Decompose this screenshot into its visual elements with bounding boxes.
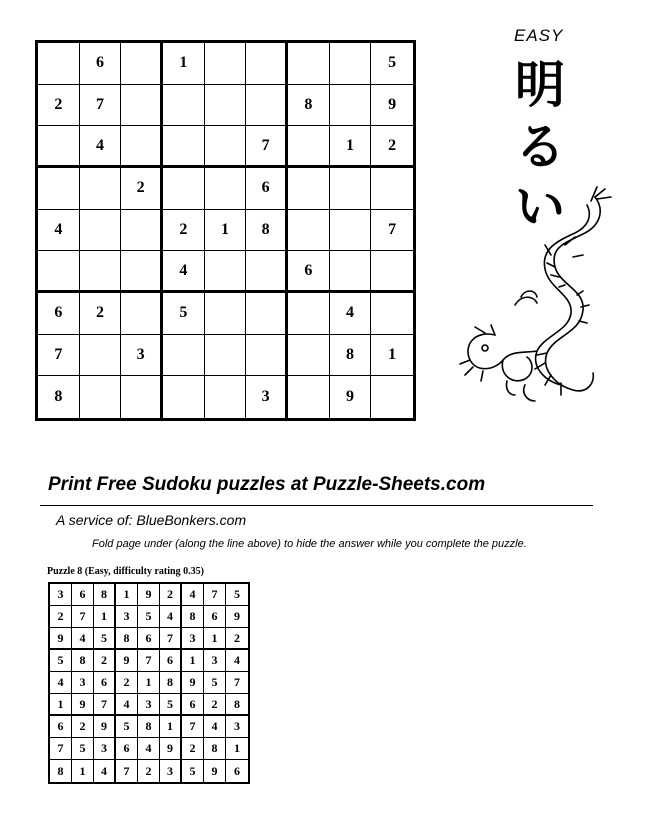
grid-cell: 8 xyxy=(330,335,372,377)
grid-cell: 6 xyxy=(138,628,160,650)
grid-cell: 2 xyxy=(121,168,163,210)
grid-cell: 4 xyxy=(50,672,72,694)
grid-cell: 1 xyxy=(116,584,138,606)
grid-cell: 1 xyxy=(205,210,247,252)
grid-cell: 7 xyxy=(371,210,413,252)
grid-cell: 3 xyxy=(94,738,116,760)
grid-cell: 7 xyxy=(204,584,226,606)
grid-cell: 2 xyxy=(163,210,205,252)
grid-cell xyxy=(121,43,163,85)
grid-cell: 4 xyxy=(94,760,116,782)
grid-cell: 7 xyxy=(182,716,204,738)
grid-cell xyxy=(80,168,122,210)
grid-cell: 9 xyxy=(138,584,160,606)
grid-cell: 4 xyxy=(163,251,205,293)
grid-cell: 1 xyxy=(138,672,160,694)
grid-cell xyxy=(38,251,80,293)
grid-cell: 1 xyxy=(163,43,205,85)
grid-cell xyxy=(288,168,330,210)
grid-cell xyxy=(246,335,288,377)
grid-cell: 1 xyxy=(330,126,372,168)
grid-cell: 3 xyxy=(226,716,248,738)
grid-cell xyxy=(38,126,80,168)
grid-cell xyxy=(330,43,372,85)
grid-cell: 8 xyxy=(246,210,288,252)
grid-cell xyxy=(288,126,330,168)
grid-cell: 9 xyxy=(116,650,138,672)
grid-cell xyxy=(288,293,330,335)
grid-cell: 2 xyxy=(204,694,226,716)
grid-cell xyxy=(371,376,413,418)
grid-cell: 1 xyxy=(94,606,116,628)
grid-cell xyxy=(121,376,163,418)
site-banner: Print Free Sudoku puzzles at Puzzle-Sheets.com xyxy=(48,474,486,495)
grid-cell: 4 xyxy=(204,716,226,738)
grid-cell xyxy=(80,376,122,418)
grid-cell xyxy=(80,210,122,252)
grid-cell: 4 xyxy=(330,293,372,335)
grid-cell: 3 xyxy=(246,376,288,418)
grid-cell xyxy=(371,168,413,210)
grid-cell xyxy=(121,293,163,335)
grid-cell xyxy=(205,126,247,168)
grid-cell: 5 xyxy=(204,672,226,694)
grid-cell xyxy=(205,293,247,335)
grid-cell xyxy=(371,293,413,335)
grid-cell: 8 xyxy=(160,672,182,694)
grid-cell: 1 xyxy=(72,760,94,782)
grid-cell xyxy=(80,251,122,293)
grid-cell: 2 xyxy=(38,85,80,127)
grid-cell: 1 xyxy=(371,335,413,377)
grid-cell xyxy=(246,293,288,335)
grid-cell xyxy=(205,43,247,85)
grid-cell: 5 xyxy=(94,628,116,650)
grid-cell: 4 xyxy=(182,584,204,606)
grid-cell: 2 xyxy=(138,760,160,782)
grid-cell: 9 xyxy=(204,760,226,782)
grid-cell: 9 xyxy=(371,85,413,127)
grid-cell xyxy=(121,85,163,127)
grid-cell: 5 xyxy=(226,584,248,606)
grid-cell: 6 xyxy=(246,168,288,210)
grid-cell: 4 xyxy=(226,650,248,672)
grid-cell: 6 xyxy=(160,650,182,672)
grid-cell: 3 xyxy=(160,760,182,782)
dragon-illustration xyxy=(455,185,615,415)
grid-cell: 6 xyxy=(80,43,122,85)
grid-cell: 2 xyxy=(94,650,116,672)
grid-cell: 7 xyxy=(80,85,122,127)
grid-cell: 9 xyxy=(72,694,94,716)
grid-cell xyxy=(205,168,247,210)
grid-cell: 4 xyxy=(80,126,122,168)
grid-cell: 9 xyxy=(330,376,372,418)
difficulty-label: EASY xyxy=(514,26,564,45)
grid-cell xyxy=(163,335,205,377)
grid-cell: 8 xyxy=(182,606,204,628)
grid-cell xyxy=(38,168,80,210)
grid-cell: 3 xyxy=(182,628,204,650)
grid-cell: 2 xyxy=(72,716,94,738)
grid-cell: 7 xyxy=(116,760,138,782)
grid-cell: 5 xyxy=(116,716,138,738)
grid-cell: 3 xyxy=(116,606,138,628)
grid-cell xyxy=(121,126,163,168)
grid-cell: 6 xyxy=(116,738,138,760)
grid-cell xyxy=(205,335,247,377)
grid-cell: 4 xyxy=(160,606,182,628)
grid-cell xyxy=(205,376,247,418)
grid-cell: 2 xyxy=(226,628,248,650)
grid-cell xyxy=(163,376,205,418)
grid-cell: 6 xyxy=(182,694,204,716)
grid-cell: 8 xyxy=(116,628,138,650)
grid-cell: 5 xyxy=(163,293,205,335)
grid-cell xyxy=(121,251,163,293)
grid-cell xyxy=(246,85,288,127)
grid-cell: 8 xyxy=(288,85,330,127)
grid-cell xyxy=(246,43,288,85)
kanji-character: い xyxy=(515,177,565,236)
grid-cell: 2 xyxy=(116,672,138,694)
fold-line xyxy=(40,505,593,506)
grid-cell: 3 xyxy=(121,335,163,377)
grid-cell: 6 xyxy=(234,763,240,778)
grid-cell: 7 xyxy=(160,628,182,650)
service-credit: A service of: BlueBonkers.com xyxy=(56,512,247,528)
grid-cell: 1 xyxy=(50,694,72,716)
grid-cell: 8 xyxy=(50,760,72,782)
grid-cell: 4 xyxy=(138,738,160,760)
grid-cell: 6 xyxy=(204,606,226,628)
grid-cell: 2 xyxy=(80,293,122,335)
grid-cell: 1 xyxy=(160,716,182,738)
grid-cell: 4 xyxy=(72,628,94,650)
grid-cell: 5 xyxy=(138,606,160,628)
grid-cell: 3 xyxy=(50,584,72,606)
grid-cell: 5 xyxy=(371,43,413,85)
grid-cell xyxy=(330,251,372,293)
grid-cell xyxy=(288,376,330,418)
grid-cell: 7 xyxy=(72,606,94,628)
grid-cell xyxy=(288,335,330,377)
grid-cell: 6 xyxy=(50,716,72,738)
answer-grid xyxy=(48,582,250,784)
fold-instructions: Fold page under (along the line above) to hide the answer while you complete the puzzle. xyxy=(92,538,527,550)
grid-cell xyxy=(163,85,205,127)
grid-cell xyxy=(163,168,205,210)
grid-cell: 8 xyxy=(38,376,80,418)
grid-cell: 4 xyxy=(38,210,80,252)
grid-cell: 8 xyxy=(204,738,226,760)
grid-cell: 8 xyxy=(94,584,116,606)
grid-cell: 1 xyxy=(226,738,248,760)
grid-cell: 8 xyxy=(226,694,248,716)
grid-cell xyxy=(371,251,413,293)
grid-cell: 8 xyxy=(138,716,160,738)
grid-cell: 2 xyxy=(371,126,413,168)
grid-cell: 3 xyxy=(138,694,160,716)
grid-cell: 5 xyxy=(50,650,72,672)
grid-cell: 5 xyxy=(182,760,204,782)
grid-cell: 6 xyxy=(38,293,80,335)
grid-cell: 9 xyxy=(50,628,72,650)
grid-cell: 7 xyxy=(246,126,288,168)
grid-cell: 9 xyxy=(160,738,182,760)
grid-cell: 2 xyxy=(160,584,182,606)
kanji-character: る xyxy=(515,117,565,176)
grid-cell: 5 xyxy=(72,738,94,760)
grid-cell: 7 xyxy=(226,672,248,694)
grid-cell xyxy=(80,335,122,377)
grid-cell xyxy=(121,210,163,252)
answer-caption: Puzzle 8 (Easy, difficulty rating 0.35) xyxy=(47,566,204,577)
grid-cell: 3 xyxy=(204,650,226,672)
grid-cell: 9 xyxy=(94,716,116,738)
grid-cell: 7 xyxy=(138,650,160,672)
grid-cell: 6 xyxy=(72,584,94,606)
grid-cell: 9 xyxy=(226,606,248,628)
puzzle-grid xyxy=(35,40,416,421)
grid-cell: 7 xyxy=(50,738,72,760)
grid-cell xyxy=(288,210,330,252)
grid-cell xyxy=(205,85,247,127)
grid-cell xyxy=(163,126,205,168)
grid-cell: 4 xyxy=(116,694,138,716)
grid-cell: 7 xyxy=(38,335,80,377)
grid-cell: 1 xyxy=(182,650,204,672)
grid-cell: 9 xyxy=(182,672,204,694)
grid-cell: 8 xyxy=(72,650,94,672)
grid-cell: 6 xyxy=(94,672,116,694)
grid-cell: 6 xyxy=(288,251,330,293)
grid-cell xyxy=(246,251,288,293)
grid-cell: 3 xyxy=(72,672,94,694)
grid-cell xyxy=(330,210,372,252)
grid-cell xyxy=(38,43,80,85)
kanji-character: 明 xyxy=(515,55,565,114)
grid-cell xyxy=(330,85,372,127)
grid-cell xyxy=(288,43,330,85)
grid-cell: 2 xyxy=(50,606,72,628)
grid-cell: 5 xyxy=(160,694,182,716)
grid-cell: 2 xyxy=(182,738,204,760)
grid-cell xyxy=(205,251,247,293)
grid-cell: 1 xyxy=(204,628,226,650)
grid-cell xyxy=(330,168,372,210)
grid-cell: 7 xyxy=(94,694,116,716)
